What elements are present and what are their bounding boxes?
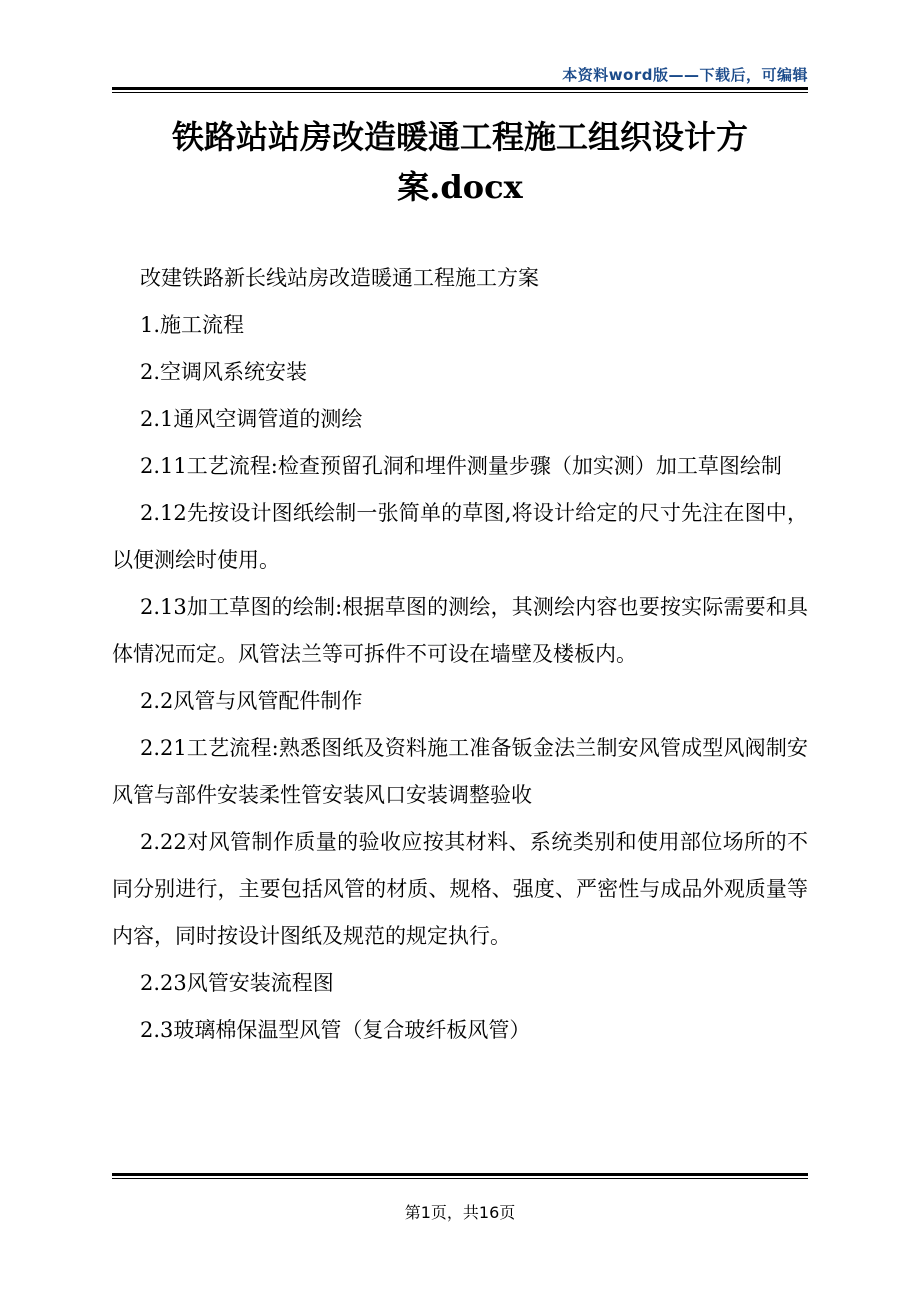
footer-rule (112, 1173, 808, 1179)
paragraph: 2.21工艺流程:熟悉图纸及资料施工准备钣金法兰制安风管成型风阀制安风管与部件安装柔性管安装风口安装调整验收 (112, 736, 808, 807)
paragraph: 2.1通风空调管道的测绘 (140, 407, 363, 431)
paragraph: 2.11工艺流程:检查预留孔洞和埋件测量步骤（加实测）加工草图绘制 (140, 454, 782, 478)
paragraph: 2.23风管安装流程图 (140, 971, 334, 995)
document-title: 铁路站站房改造暖通工程施工组织设计方案.docx (171, 118, 748, 206)
paragraph: 2.2风管与风管配件制作 (140, 689, 363, 713)
paragraph: 2.13加工草图的绘制:根据草图的测绘，其测绘内容也要按实际需要和具体情况而定。风管法兰等可拆件不可设在墙壁及楼板内。 (112, 595, 808, 666)
header-rule (112, 87, 808, 93)
paragraph: 2.12先按设计图纸绘制一张简单的草图,将设计给定的尺寸先注在图中，以便测绘时使用。 (112, 501, 808, 572)
document-body (112, 255, 808, 1054)
paragraph: 2.22对风管制作质量的验收应按其材料、系统类别和使用部位场所的不同分别进行，主要包括风管的材质、规格、强度、严密性与成品外观质量等内容，同时按设计图纸及规范的规定执行。 (112, 830, 808, 948)
header-note: 本资料word版——下载后，可编辑 (562, 66, 808, 84)
paragraph: 1.施工流程 (140, 313, 245, 337)
paragraph: 改建铁路新长线站房改造暖通工程施工方案 (140, 266, 539, 290)
paragraph: 2.3玻璃棉保温型风管（复合玻纤板风管） (140, 1018, 531, 1042)
paragraph: 2.空调风系统安装 (140, 360, 308, 384)
page-number: 第1页，共16页 (404, 1203, 516, 1222)
